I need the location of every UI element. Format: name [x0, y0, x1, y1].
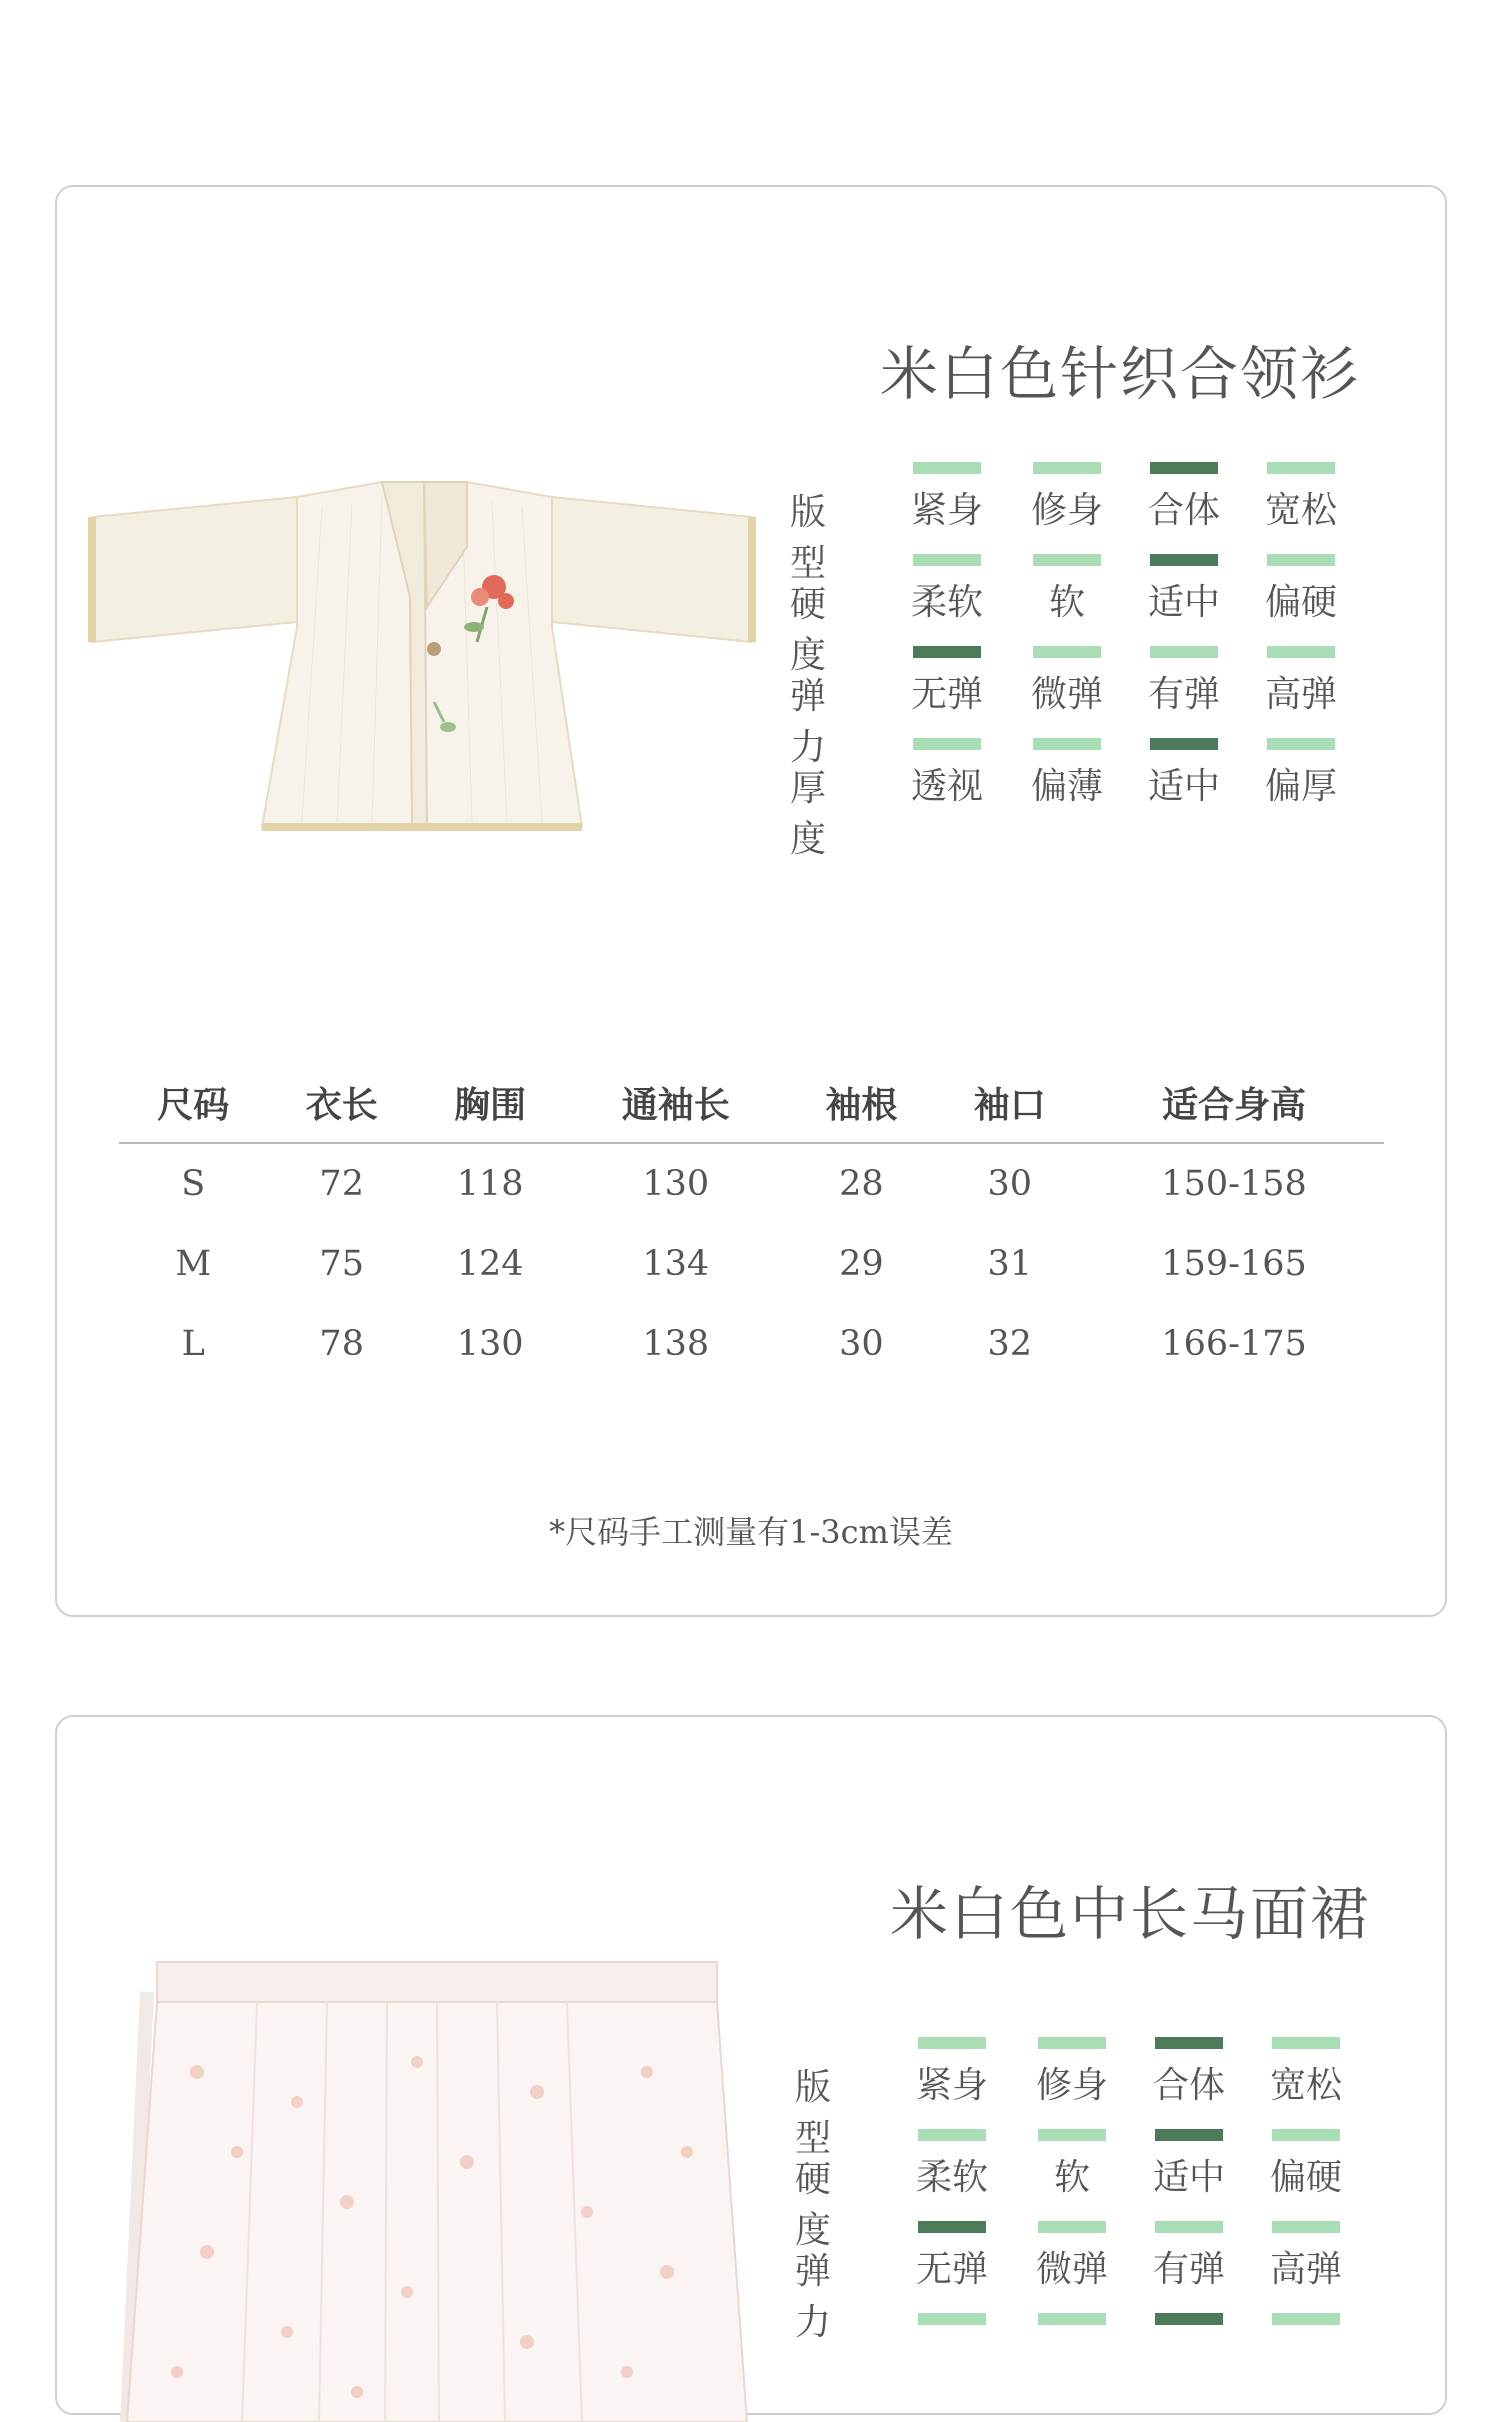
attr-option-label: 软 — [1048, 582, 1085, 623]
table-cell: 78 — [319, 1324, 364, 1364]
attr-option — [1022, 554, 1112, 625]
size-table-header — [119, 1062, 1384, 1143]
level-bar — [1033, 738, 1101, 750]
table-cell: M — [175, 1244, 212, 1284]
attr-label: 版型 — [790, 492, 827, 584]
level-bar — [1033, 646, 1101, 658]
table-cell: 130 — [642, 1164, 710, 1204]
attr-label: 弹力 — [790, 676, 827, 768]
attr-option — [1261, 2037, 1351, 2108]
product-card-top — [55, 185, 1447, 1617]
table-row — [119, 1143, 1384, 1224]
attr-option — [1022, 738, 1112, 809]
level-bar — [1272, 2129, 1340, 2141]
product-title: 米白色中长马面裙 — [889, 1880, 1370, 1948]
level-bar — [1033, 554, 1101, 566]
attr-option-selected — [907, 2221, 997, 2292]
attr-option-selected — [902, 646, 992, 717]
column-header: 袖口 — [936, 1062, 1084, 1143]
level-bar — [918, 2037, 986, 2049]
attr-option — [902, 554, 992, 625]
level-bar — [1038, 2313, 1106, 2325]
product-title: 米白色针织合领衫 — [879, 340, 1360, 408]
level-bar — [1150, 646, 1218, 658]
level-bar — [1155, 2221, 1223, 2233]
attr-label: 硬度 — [795, 2159, 832, 2251]
attr-option — [1261, 2221, 1351, 2292]
attr-option — [907, 2037, 997, 2108]
attr-option-label: 适中 — [1147, 766, 1220, 807]
attr-option — [1256, 646, 1346, 717]
attr-option-selected — [1139, 554, 1229, 625]
attr-option-label: 紧身 — [910, 490, 983, 531]
attr-option-label: 软 — [1053, 2157, 1090, 2198]
attr-option — [907, 2129, 997, 2200]
level-bar-selected — [1155, 2313, 1223, 2325]
top-garment-image — [82, 477, 762, 877]
attr-option-label: 偏厚 — [1264, 766, 1337, 807]
product-card-skirt — [55, 1715, 1447, 2415]
level-bar-selected — [1150, 738, 1218, 750]
table-cell: 28 — [839, 1164, 884, 1204]
level-bar — [1272, 2037, 1340, 2049]
attr-option-label: 有弹 — [1152, 2249, 1225, 2290]
table-cell: 118 — [456, 1164, 524, 1204]
attr-option — [1022, 462, 1112, 533]
column-header: 衣长 — [267, 1062, 415, 1143]
level-bar — [918, 2129, 986, 2141]
attr-option — [1027, 2129, 1117, 2200]
level-bar — [1272, 2221, 1340, 2233]
level-bar — [1038, 2037, 1106, 2049]
attr-option — [1256, 462, 1346, 533]
table-cell: 75 — [319, 1244, 364, 1284]
attr-option — [1261, 2129, 1351, 2200]
column-header: 适合身高 — [1084, 1062, 1384, 1143]
table-cell: L — [181, 1324, 205, 1364]
attr-option-selected — [1144, 2129, 1234, 2200]
table-cell: 159-165 — [1161, 1244, 1307, 1284]
table-cell: 72 — [319, 1164, 364, 1204]
attr-option-label: 适中 — [1147, 582, 1220, 623]
level-bar — [1267, 646, 1335, 658]
level-bar-selected — [1155, 2129, 1223, 2141]
level-bar — [1033, 462, 1101, 474]
attr-option-selected — [1139, 462, 1229, 533]
attr-option — [1139, 646, 1229, 717]
attr-option-label: 微弹 — [1035, 2249, 1108, 2290]
attr-option-label: 无弹 — [910, 674, 983, 715]
attr-option-label: 高弹 — [1264, 674, 1337, 715]
attr-option-label: 紧身 — [915, 2065, 988, 2106]
level-bar — [1038, 2129, 1106, 2141]
table-cell: 150-158 — [1161, 1164, 1307, 1204]
attr-option-selected — [1144, 2037, 1234, 2108]
table-cell: 30 — [839, 1324, 884, 1364]
attr-option-selected — [1139, 738, 1229, 809]
table-cell: 130 — [456, 1324, 524, 1364]
column-header: 胸围 — [416, 1062, 564, 1143]
attr-option — [1027, 2313, 1117, 2325]
attr-label: 厚度 — [790, 768, 827, 860]
level-bar — [918, 2313, 986, 2325]
attr-option-label: 宽松 — [1264, 490, 1337, 531]
attr-option-label: 修身 — [1035, 2065, 1108, 2106]
level-bar — [1267, 738, 1335, 750]
attr-option-label: 柔软 — [910, 582, 983, 623]
attr-option-label: 适中 — [1152, 2157, 1225, 2198]
table-row — [119, 1224, 1384, 1304]
table-cell: 29 — [839, 1244, 884, 1284]
attr-option-label: 透视 — [910, 766, 983, 807]
level-bar — [1267, 462, 1335, 474]
attr-option-label: 无弹 — [915, 2249, 988, 2290]
skirt-garment-image — [87, 1952, 807, 2422]
level-bar-selected — [1150, 554, 1218, 566]
measurement-note: *尺码手工测量有1-3cm误差 — [549, 1513, 953, 1551]
level-bar — [1272, 2313, 1340, 2325]
table-cell: 31 — [987, 1244, 1033, 1284]
attr-option — [1256, 554, 1346, 625]
table-cell: 134 — [642, 1244, 710, 1284]
attr-option-label: 微弹 — [1030, 674, 1103, 715]
column-header: 尺码 — [119, 1062, 267, 1143]
column-header: 通袖长 — [564, 1062, 787, 1143]
size-table — [119, 1062, 1384, 1384]
attr-label: 硬度 — [790, 584, 827, 676]
attr-option — [902, 738, 992, 809]
attr-option — [1144, 2221, 1234, 2292]
attr-option-label: 有弹 — [1147, 674, 1220, 715]
level-bar — [913, 738, 981, 750]
level-bar — [913, 462, 981, 474]
table-cell: S — [181, 1164, 206, 1204]
column-header: 袖根 — [787, 1062, 935, 1143]
attr-label: 版型 — [795, 2067, 832, 2159]
table-cell: 166-175 — [1161, 1324, 1307, 1364]
level-bar-selected — [1155, 2037, 1223, 2049]
attr-option-label: 合体 — [1147, 490, 1220, 531]
table-cell: 138 — [642, 1324, 710, 1364]
attr-option — [1022, 646, 1112, 717]
level-bar — [913, 554, 981, 566]
table-row — [119, 1304, 1384, 1384]
attr-option-label: 合体 — [1152, 2065, 1225, 2106]
table-cell: 124 — [456, 1244, 524, 1284]
attr-option — [1027, 2037, 1117, 2108]
attr-option-selected — [1144, 2313, 1234, 2325]
attr-option — [1261, 2313, 1351, 2325]
attr-option — [907, 2313, 997, 2325]
level-bar — [1267, 554, 1335, 566]
attr-option-label: 偏硬 — [1264, 582, 1337, 623]
attr-option-label: 高弹 — [1269, 2249, 1342, 2290]
level-bar-selected — [918, 2221, 986, 2233]
attr-option-label: 宽松 — [1269, 2065, 1342, 2106]
table-cell: 30 — [987, 1164, 1033, 1204]
level-bar — [1038, 2221, 1106, 2233]
attr-label: 弹力 — [795, 2251, 832, 2343]
attr-option — [1256, 738, 1346, 809]
level-bar-selected — [913, 646, 981, 658]
attr-option-label: 偏薄 — [1030, 766, 1103, 807]
attr-option — [902, 462, 992, 533]
attr-option-label: 柔软 — [915, 2157, 988, 2198]
attr-option-label: 修身 — [1030, 490, 1103, 531]
attr-option — [1027, 2221, 1117, 2292]
level-bar-selected — [1150, 462, 1218, 474]
table-cell: 32 — [987, 1324, 1033, 1364]
attr-option-label: 偏硬 — [1269, 2157, 1342, 2198]
